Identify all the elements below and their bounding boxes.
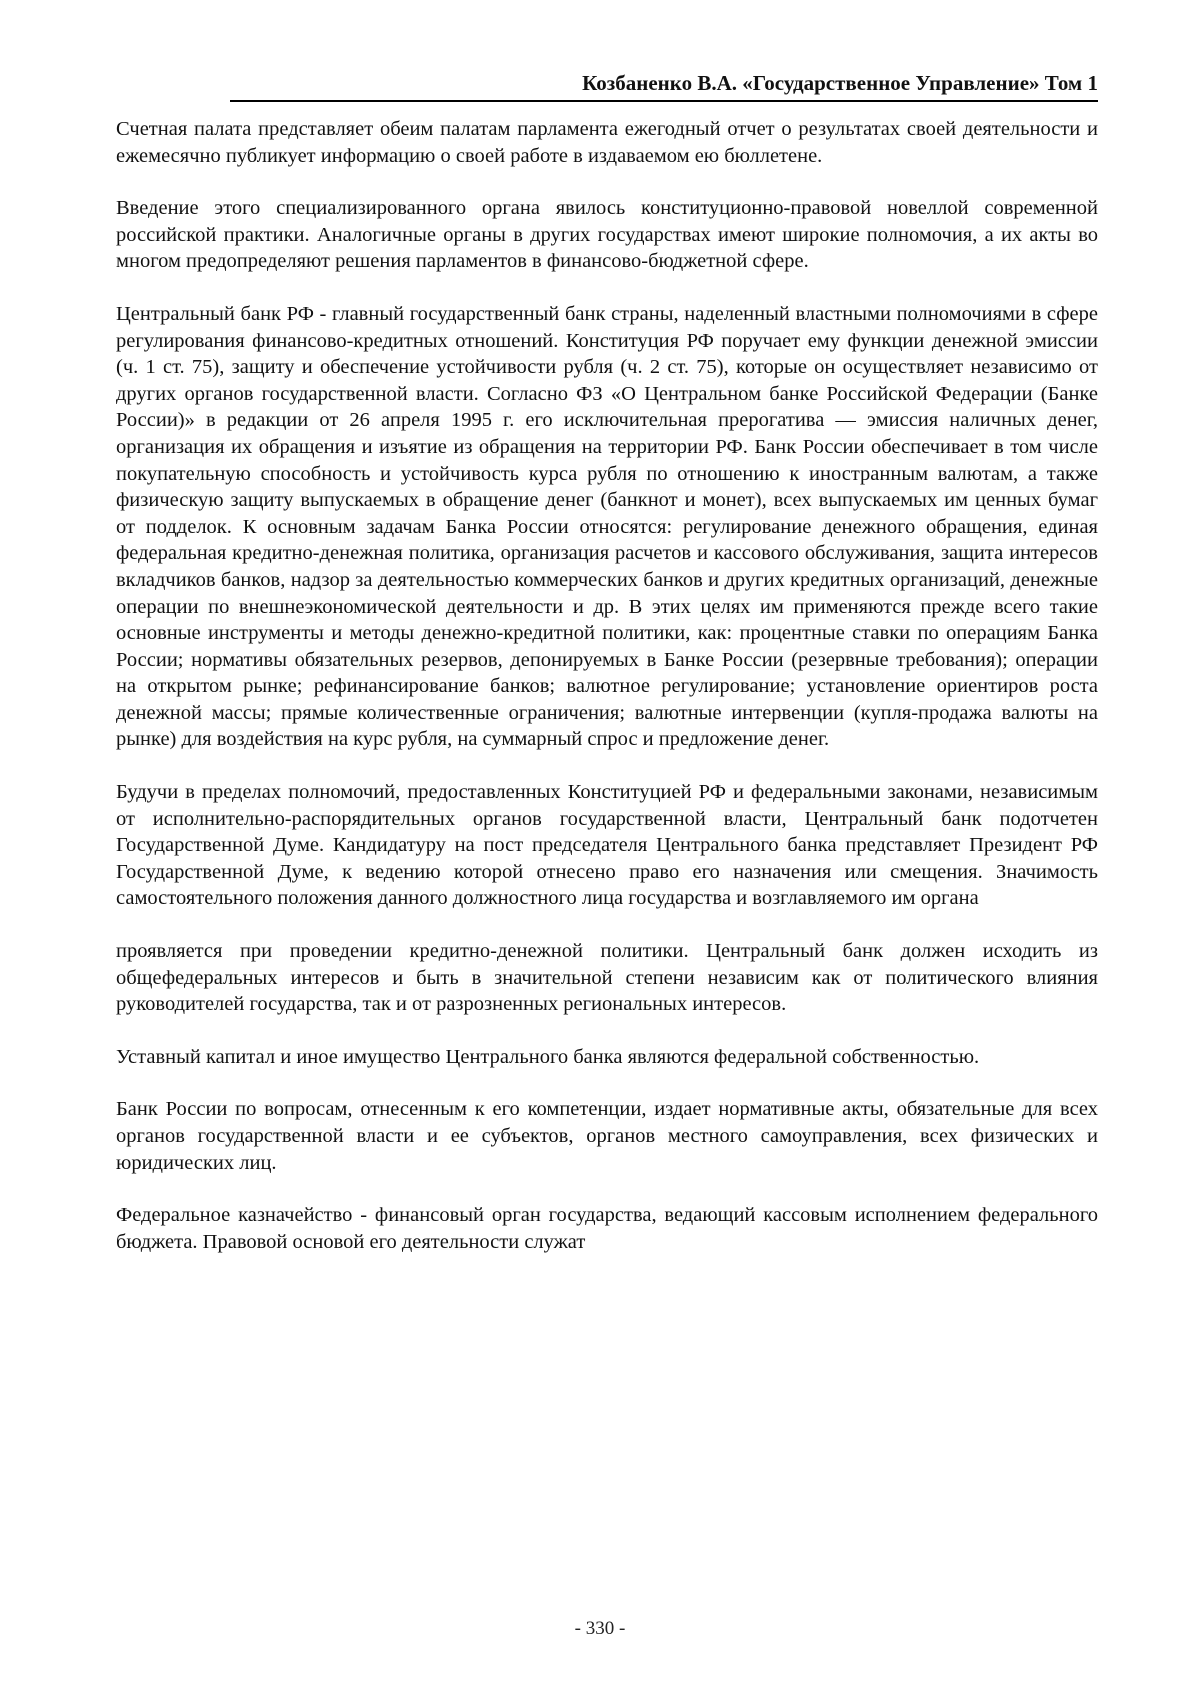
paragraph-federal-treasury: Федеральное казначейство - финансовый орган государства, ведающий кассовым исполнением федерального бюджета. Правовой основой его деятельности служат — [116, 1204, 1098, 1253]
paragraph-central-bank: Центральный банк РФ - главный государственный банк страны, наделенный властными полномочиями в сфере регулирования финансово-кредитных отношений. Конституция РФ поручает ему функции денежной эмиссии (ч. 1 ст. 75), защиту и обеспечение устойчивости рубля (ч. 2 ст. 75), которые он осуществляет независимо от других органов государственной власти. Согласно ФЗ «О Центральном банке Российской Федерации (Банке России)» в редакции от 26 апреля 1995 г. его исключительная прерогатива — эмиссия наличных денег, организация их обращения и изъятие из обращения на территории РФ. Банк России обеспечивает в том числе покупательную способность и устойчивость курса рубля по отношению к иностранным валютам, а также физическую защиту выпускаемых в обращение денег (банкнот и монет), всех выпускаемых им ценных бумаг от подделок. К основным задачам Банка России относятся: регулирование денежного обращения, единая федеральная кредитно-денежная политика, организация расчетов и кассового обслуживания, защита интересов вкладчиков банков, надзор за деятельностью коммерческих банков и других кредитных организаций, денежные операции по внешнеэкономической деятельности и др. В этих целях им применяются прежде всего такие основные инструменты и методы денежно-кредитной политики, как: процентные ставки по операциям Банка России; нормативы обязательных резервов, депонируемых в Банке России (резервные требования); операции на открытом рынке; рефинансирование банков; валютное регулирование; установление ориентиров роста денежной массы; прямые количественные ограничения; валютные интервенции (купля-продажа валюты на рынке) для воздействия на курс рубля, на суммарный спрос и предложение денег. — [116, 302, 1098, 751]
paragraph-bank-independence: Будучи в пределах полномочий, предоставленных Конституцией РФ и федеральными законами, независимым от исполнительно-распорядительных органов государственной власти, Центральный банк подотчетен Государственной Думе. Кандидатуру на пост председателя Центрального банка представляет Президент РФ Государственной Думе, к ведению которой отнесено право его назначения или смещения. Значимость самостоятельного положения данного должностного лица государства и возглавляемого им органа — [116, 781, 1098, 910]
paragraph-normative-acts: Банк России по вопросам, отнесенным к его компетенции, издает нормативные акты, обязательные для всех органов государственной власти и ее субъектов, органов местного самоуправления, всех физических и юридических лиц. — [116, 1098, 1098, 1174]
paragraph-accounts-chamber-report: Счетная палата представляет обеим палатам парламента ежегодный отчет о результатах своей деятельности и ежемесячно публикует информацию о своей работе в издаваемом ею бюллетене. — [116, 118, 1098, 167]
paragraph-specialized-body: Введение этого специализированного органа явилось конституционно-правовой новеллой современной российской практики. Аналогичные органы в других государствах имеют широкие полномочия, а их акты во многом предопределяют решения парламентов в финансово-бюджетной сфере. — [116, 197, 1098, 273]
running-header — [230, 70, 1098, 102]
header-title: Козбаненко В.А. «Государственное Управление» Том 1 — [582, 71, 1098, 95]
paragraph-monetary-policy: проявляется при проведении кредитно-денежной политики. Центральный банк должен исходить из общефедеральных интересов и быть в значительной степени независим как от политического влияния руководителей государства, так и от разрозненных региональных интересов. — [116, 940, 1098, 1016]
page-number: - 330 - — [574, 1618, 626, 1639]
page-body — [116, 116, 1098, 1281]
paragraph-federal-property: Уставный капитал и иное имущество Центрального банка являются федеральной собственностью. — [116, 1045, 980, 1068]
